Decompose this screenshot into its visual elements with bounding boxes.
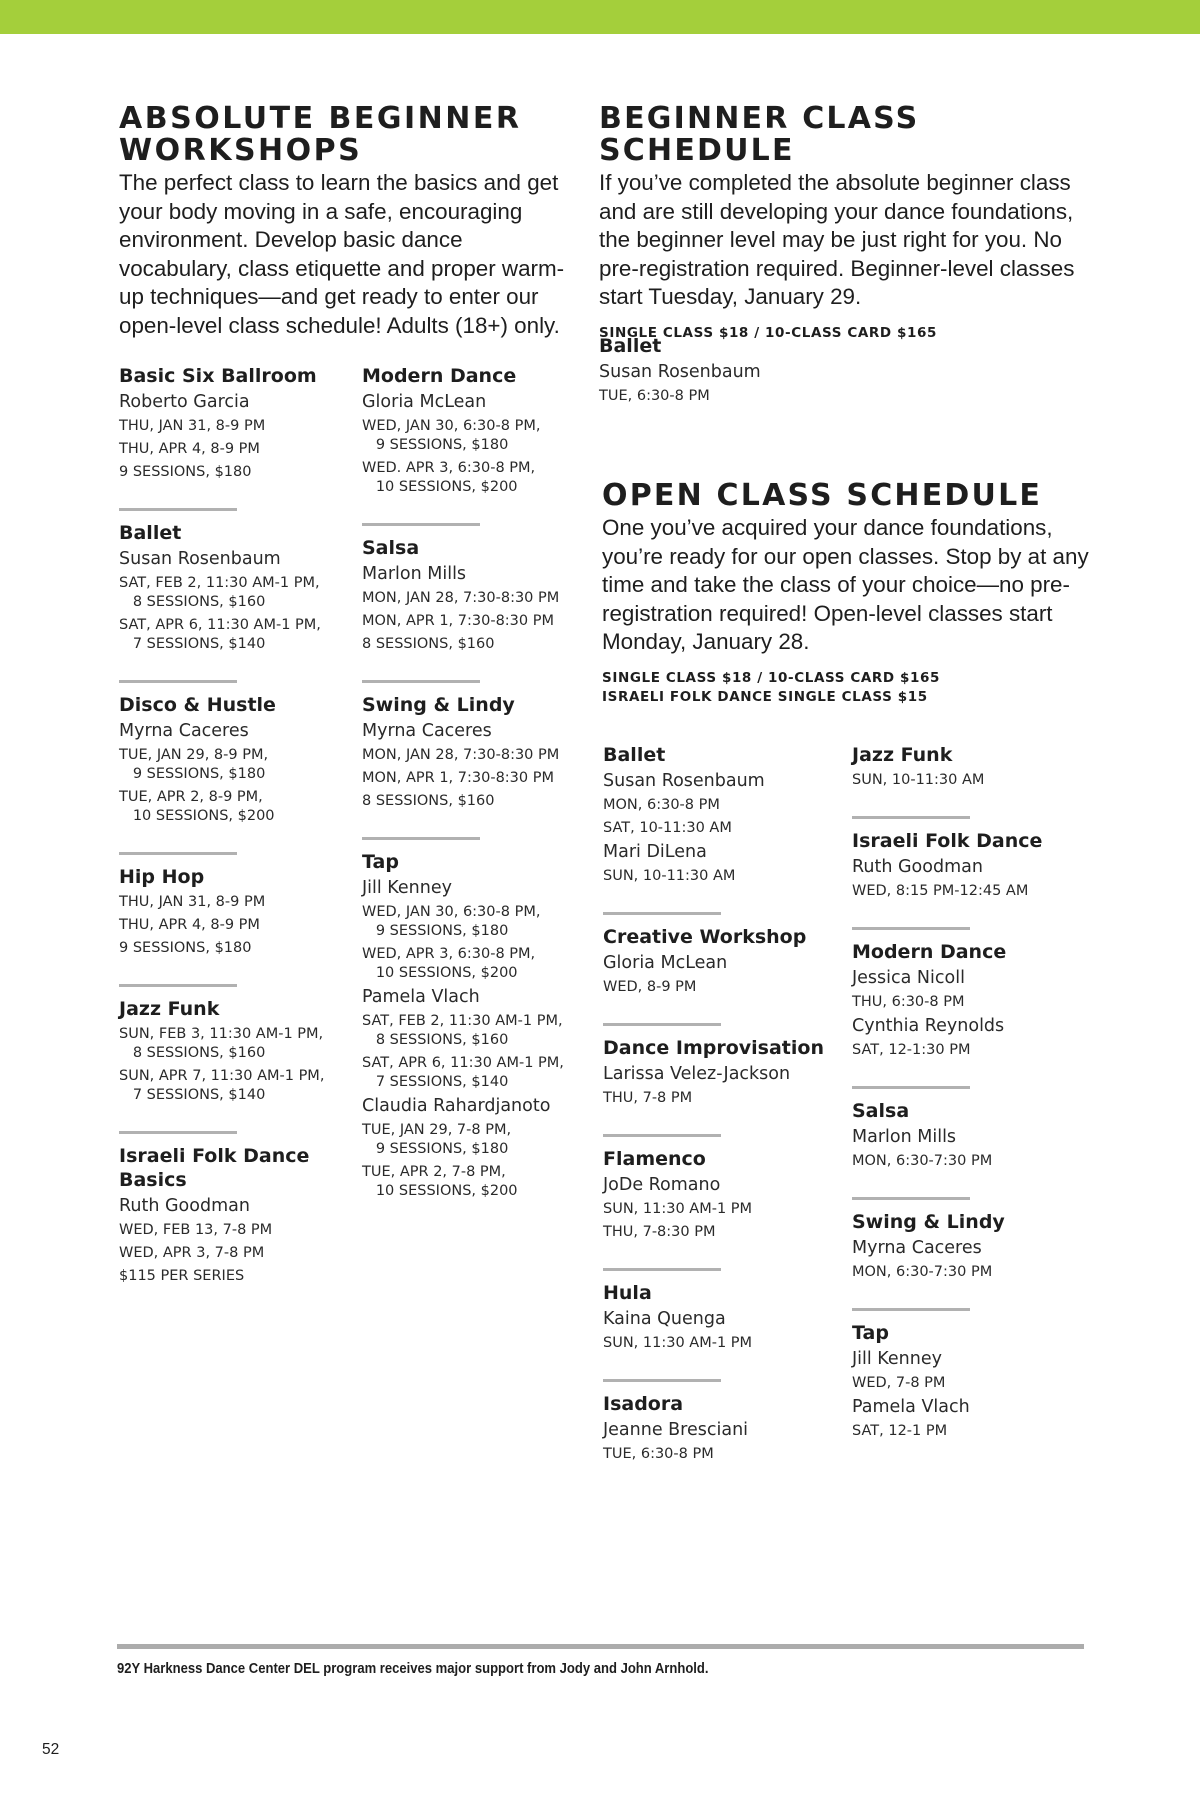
instructor-name: Myrna Caceres [852, 1238, 982, 1258]
session-info: 9 SESSIONS, $180 [119, 940, 252, 956]
session-info: WED, APR 3, 6:30-8 PM, 10 SESSIONS, $200 [362, 946, 536, 981]
class-name: Modern Dance [362, 365, 517, 387]
session-info: SAT, 10-11:30 AM [603, 820, 732, 836]
session-info: WED, 8-9 PM [603, 979, 697, 995]
class-block [362, 837, 592, 1201]
absolute-beginner-intro: The perfect class to learn the basics and get your body moving in a safe, encouraging environment. Develop basic dance vocabulary, class etiquette and proper warm-up techniques—and get ready to enter our open-level class schedule! Adults (18+) only. [119, 170, 565, 338]
class-name: Ballet [599, 335, 662, 357]
class-block [362, 680, 592, 811]
session-info: WED, FEB 13, 7-8 PM [119, 1222, 273, 1238]
session-info: $115 PER SERIES [119, 1268, 245, 1284]
session-info: THU, 6:30-8 PM [852, 994, 965, 1010]
session-info: WED, 8:15 PM-12:45 AM [852, 883, 1029, 899]
session-info: SUN, 10-11:30 AM [603, 868, 736, 884]
session-info: SUN, 11:30 AM-1 PM [603, 1335, 753, 1351]
class-block [119, 508, 349, 654]
session-info: THU, JAN 31, 8-9 PM [119, 894, 266, 910]
session-info: THU, APR 4, 8-9 PM [119, 441, 260, 457]
session-info: 8 SESSIONS, $160 [362, 793, 495, 809]
class-block [362, 523, 592, 654]
class-block [119, 364, 349, 482]
instructor-name: Pamela Vlach [362, 987, 480, 1007]
absolute-beginner-classes-col1 [119, 364, 349, 1312]
top-accent-bar [0, 0, 1200, 34]
instructor-name: Larissa Velez-Jackson [603, 1064, 791, 1084]
instructor-name: Susan Rosenbaum [603, 771, 765, 791]
instructor-name: Jill Kenney [362, 878, 452, 898]
session-info: SUN, FEB 3, 11:30 AM-1 PM, 8 SESSIONS, $160 [119, 1026, 324, 1061]
open-price [602, 669, 1102, 707]
class-name: Basic Six Ballroom [119, 365, 317, 387]
class-block [599, 334, 859, 406]
class-name: Salsa [362, 537, 420, 559]
class-block [603, 743, 848, 886]
beginner-intro: If you’ve completed the absolute beginner class and are still developing your dance foundations, the beginner level may be just right for you. No pre-registration required. Beginner-level classes start Tuesday, January 29. [599, 170, 1075, 310]
absolute-beginner-heading: ABSOLUTE BEGINNER WORKSHOPS [119, 101, 522, 168]
instructor-name: Claudia Rahardjanoto [362, 1096, 551, 1116]
session-info: SAT, FEB 2, 11:30 AM-1 PM, 8 SESSIONS, $160 [362, 1013, 563, 1048]
instructor-name: Susan Rosenbaum [599, 362, 761, 382]
instructor-name: Marlon Mills [362, 564, 467, 584]
class-block [603, 912, 848, 997]
class-block [603, 1379, 848, 1464]
class-block [852, 1308, 1097, 1441]
instructor-name: Ruth Goodman [852, 857, 983, 877]
open-classes-col1 [603, 743, 848, 1490]
session-info: THU, APR 4, 8-9 PM [119, 917, 260, 933]
session-info: SAT, FEB 2, 11:30 AM-1 PM, 8 SESSIONS, $160 [119, 575, 320, 610]
page-number: 52 [42, 1741, 60, 1758]
footer-rule [117, 1644, 1084, 1649]
session-info: 8 SESSIONS, $160 [362, 636, 495, 652]
session-info: WED, JAN 30, 6:30-8 PM, 9 SESSIONS, $180 [362, 418, 541, 453]
instructor-name: Pamela Vlach [852, 1397, 970, 1417]
beginner-price: SINGLE CLASS $18 / 10-CLASS CARD $165 [599, 324, 937, 341]
class-name: Jazz Funk [119, 998, 220, 1020]
absolute-beginner-section [119, 103, 579, 341]
instructor-name: Gloria McLean [603, 953, 728, 973]
instructor-name: Jeanne Bresciani [603, 1420, 749, 1440]
class-block [119, 852, 349, 958]
instructor-name: Myrna Caceres [119, 721, 249, 741]
class-name: Israeli Folk Dance Basics [119, 1145, 310, 1191]
session-info: SAT, 12-1:30 PM [852, 1042, 971, 1058]
class-block [119, 1131, 349, 1286]
class-name: Swing & Lindy [362, 694, 515, 716]
class-name: Modern Dance [852, 941, 1007, 963]
beginner-section [599, 103, 1099, 343]
session-info: MON, 6:30-8 PM [603, 797, 720, 813]
class-block [603, 1023, 848, 1108]
absolute-beginner-classes-col2 [362, 364, 592, 1227]
class-name: Isadora [603, 1393, 684, 1415]
instructor-name: Kaina Quenga [603, 1309, 726, 1329]
session-info: SUN, 10-11:30 AM [852, 772, 985, 788]
open-section [602, 480, 1102, 707]
beginner-classes [599, 334, 859, 432]
class-name: Hip Hop [119, 866, 205, 888]
instructor-name: Cynthia Reynolds [852, 1016, 1005, 1036]
class-name: Dance Improvisation [603, 1037, 824, 1059]
class-name: Israeli Folk Dance [852, 830, 1043, 852]
footer-support-note: 92Y Harkness Dance Center DEL program receives major support from Jody and John Arnhold. [117, 1661, 709, 1677]
instructor-name: Mari DiLena [603, 842, 707, 862]
session-info: TUE, 6:30-8 PM [603, 1446, 714, 1462]
session-info: SUN, APR 7, 11:30 AM-1 PM, 7 SESSIONS, $140 [119, 1068, 325, 1103]
open-intro: One you’ve acquired your dance foundations, you’re ready for our open classes. Stop by at any time and take the class of your choice—no pre-registration required! Open-level classes start Monday, January 28. [602, 515, 1089, 655]
session-info: MON, 6:30-7:30 PM [852, 1153, 993, 1169]
instructor-name: Jessica Nicoll [852, 968, 965, 988]
instructor-name: Jill Kenney [852, 1349, 942, 1369]
session-info: SUN, 11:30 AM-1 PM [603, 1201, 753, 1217]
class-name: Tap [852, 1322, 889, 1344]
session-info: TUE, JAN 29, 8-9 PM, 9 SESSIONS, $180 [119, 747, 269, 782]
session-info: 9 SESSIONS, $180 [119, 464, 252, 480]
instructor-name: Gloria McLean [362, 392, 487, 412]
class-name: Tap [362, 851, 399, 873]
instructor-name: Ruth Goodman [119, 1196, 250, 1216]
session-info: TUE, JAN 29, 7-8 PM, 9 SESSIONS, $180 [362, 1122, 512, 1157]
session-info: WED, 7-8 PM [852, 1375, 946, 1391]
class-block [119, 984, 349, 1105]
session-info: THU, JAN 31, 8-9 PM [119, 418, 266, 434]
class-name: Swing & Lindy [852, 1211, 1005, 1233]
class-block [852, 1086, 1097, 1171]
class-block [603, 1134, 848, 1242]
instructor-name: Myrna Caceres [362, 721, 492, 741]
class-block [852, 743, 1097, 790]
instructor-name: JoDe Romano [603, 1175, 721, 1195]
class-name: Jazz Funk [852, 744, 953, 766]
class-name: Flamenco [603, 1148, 706, 1170]
session-info: MON, JAN 28, 7:30-8:30 PM [362, 747, 560, 763]
session-info: THU, 7-8 PM [603, 1090, 693, 1106]
class-block [852, 1197, 1097, 1282]
session-info: WED. APR 3, 6:30-8 PM, 10 SESSIONS, $200 [362, 460, 536, 495]
open-heading: OPEN CLASS SCHEDULE [602, 478, 1043, 513]
session-info: MON, 6:30-7:30 PM [852, 1264, 993, 1280]
class-name: Ballet [603, 744, 666, 766]
class-block [362, 364, 592, 497]
instructor-name: Roberto Garcia [119, 392, 250, 412]
class-block [119, 680, 349, 826]
class-name: Salsa [852, 1100, 910, 1122]
open-classes-col2 [852, 743, 1097, 1467]
class-block [852, 816, 1097, 901]
open-price-line1: SINGLE CLASS $18 / 10-CLASS CARD $165 [602, 669, 940, 686]
session-info: THU, 7-8:30 PM [603, 1224, 716, 1240]
class-name: Disco & Hustle [119, 694, 276, 716]
class-block [852, 927, 1097, 1060]
session-info: SAT, 12-1 PM [852, 1423, 948, 1439]
class-name: Ballet [119, 522, 182, 544]
class-block [603, 1268, 848, 1353]
session-info: TUE, 6:30-8 PM [599, 388, 710, 404]
session-info: TUE, APR 2, 8-9 PM, 10 SESSIONS, $200 [119, 789, 275, 824]
class-name: Hula [603, 1282, 652, 1304]
class-name: Creative Workshop [603, 926, 807, 948]
open-price-line2: ISRAELI FOLK DANCE SINGLE CLASS $15 [602, 688, 928, 705]
beginner-heading: BEGINNER CLASS SCHEDULE [599, 101, 920, 168]
session-info: SAT, APR 6, 11:30 AM-1 PM, 7 SESSIONS, $140 [119, 617, 321, 652]
instructor-name: Marlon Mills [852, 1127, 957, 1147]
instructor-name: Susan Rosenbaum [119, 549, 281, 569]
session-info: WED, JAN 30, 6:30-8 PM, 9 SESSIONS, $180 [362, 904, 541, 939]
session-info: MON, APR 1, 7:30-8:30 PM [362, 613, 554, 629]
session-info: TUE, APR 2, 7-8 PM, 10 SESSIONS, $200 [362, 1164, 518, 1199]
session-info: MON, APR 1, 7:30-8:30 PM [362, 770, 554, 786]
session-info: WED, APR 3, 7-8 PM [119, 1245, 265, 1261]
session-info: SAT, APR 6, 11:30 AM-1 PM, 7 SESSIONS, $140 [362, 1055, 564, 1090]
session-info: MON, JAN 28, 7:30-8:30 PM [362, 590, 560, 606]
